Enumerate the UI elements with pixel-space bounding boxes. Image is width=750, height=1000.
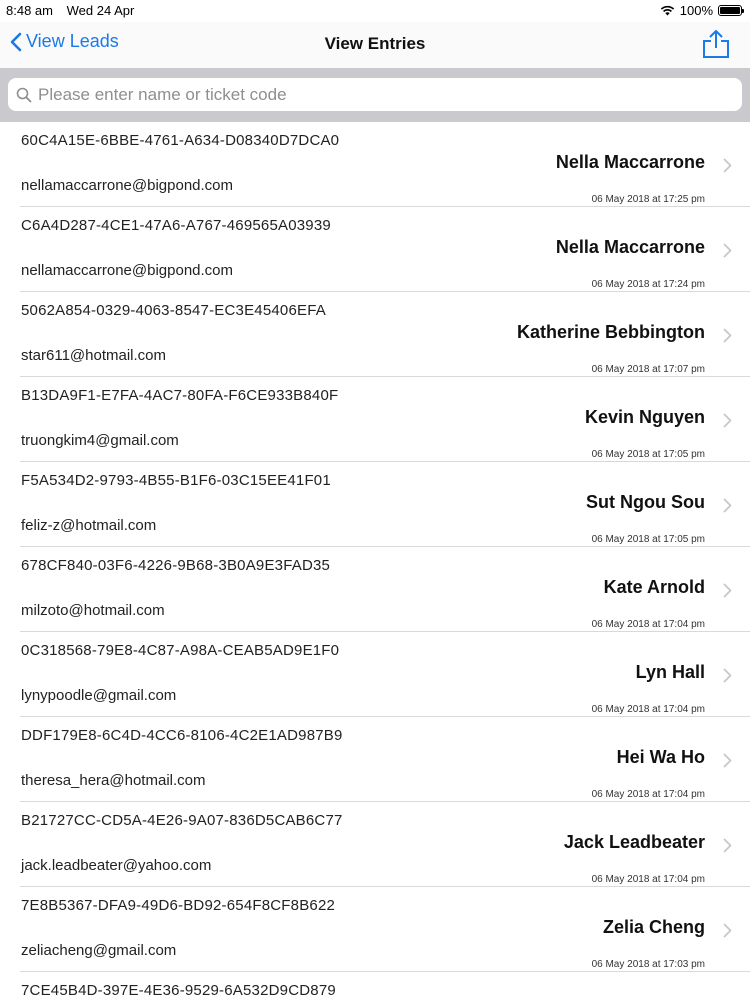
entry-row[interactable] xyxy=(0,122,750,207)
chevron-right-icon xyxy=(723,668,732,683)
entry-row[interactable] xyxy=(0,547,750,632)
chevron-right-icon xyxy=(723,923,732,938)
entry-date: 06 May 2018 at 17:03 pm xyxy=(591,959,705,970)
entry-email: lynypoodle@gmail.com xyxy=(21,687,177,704)
entry-name: Nella Maccarrone xyxy=(555,152,705,172)
chevron-right-icon xyxy=(723,838,732,853)
status-bar xyxy=(0,0,750,22)
entry-date: 06 May 2018 at 17:04 pm xyxy=(591,874,705,885)
entry-email: star611@hotmail.com xyxy=(21,347,167,364)
status-right xyxy=(660,3,742,18)
entry-row[interactable] xyxy=(0,292,750,377)
entry-name: Sut Ngou Sou xyxy=(586,492,705,512)
entry-ticket-code: C6A4D287-4CE1-47A6-A767-469565A03939 xyxy=(21,217,331,234)
entry-name: Jack Leadbeater xyxy=(563,832,705,852)
entry-ticket-code: DDF179E8-6C4D-4CC6-8106-4C2E1AD987B9 xyxy=(21,727,343,744)
entry-row[interactable] xyxy=(0,972,750,1000)
status-time: 8:48 am xyxy=(6,3,53,18)
chevron-right-icon xyxy=(723,328,732,343)
entry-row[interactable] xyxy=(0,377,750,462)
entry-email: theresa_hera@hotmail.com xyxy=(21,772,206,789)
entry-row[interactable] xyxy=(0,802,750,887)
entry-name: Nella Maccarrone xyxy=(555,237,705,257)
entry-row[interactable] xyxy=(0,462,750,547)
search-input[interactable] xyxy=(38,85,718,105)
entry-row[interactable] xyxy=(0,717,750,802)
entry-row[interactable] xyxy=(0,632,750,717)
entry-ticket-code: B13DA9F1-E7FA-4AC7-80FA-F6CE933B840F xyxy=(21,387,339,404)
entry-date: 06 May 2018 at 17:05 pm xyxy=(591,449,705,460)
chevron-right-icon xyxy=(723,243,732,258)
entry-ticket-code: B21727CC-CD5A-4E26-9A07-836D5CAB6C77 xyxy=(21,812,343,829)
entry-ticket-code: 7E8B5367-DFA9-49D6-BD92-654F8CF8B622 xyxy=(21,897,336,914)
entry-date: 06 May 2018 at 17:05 pm xyxy=(591,534,705,545)
battery-icon xyxy=(718,5,742,16)
entry-date: 06 May 2018 at 17:25 pm xyxy=(591,194,705,205)
wifi-icon xyxy=(660,5,675,16)
status-date: Wed 24 Apr xyxy=(66,3,135,18)
entry-date: 06 May 2018 at 17:24 pm xyxy=(591,279,705,290)
entry-email: zeliacheng@gmail.com xyxy=(21,942,177,959)
entry-ticket-code: F5A534D2-9793-4B55-B1F6-03C15EE41F01 xyxy=(21,472,331,489)
entry-name: Hei Wa Ho xyxy=(616,747,705,767)
entry-email: milzoto@hotmail.com xyxy=(21,602,165,619)
entry-date: 06 May 2018 at 17:04 pm xyxy=(591,704,705,715)
entry-ticket-code: 5062A854-0329-4063-8547-EC3E45406EFA xyxy=(21,302,326,319)
entry-name: Zelia Cheng xyxy=(602,917,705,937)
search-box[interactable] xyxy=(8,78,742,111)
entry-name: Kevin Nguyen xyxy=(584,407,705,427)
chevron-right-icon xyxy=(723,583,732,598)
battery-percent: 100% xyxy=(679,3,713,18)
entry-email: truongkim4@gmail.com xyxy=(21,432,179,449)
battery-fill xyxy=(720,7,740,14)
entry-ticket-code: 7CE45B4D-397E-4E36-9529-6A532D9CD879 xyxy=(21,982,336,999)
share-button[interactable] xyxy=(700,28,732,65)
entry-ticket-code: 678CF840-03F6-4226-9B68-3B0A9E3FAD35 xyxy=(21,557,331,574)
entry-email: jack.leadbeater@yahoo.com xyxy=(21,857,212,874)
chevron-right-icon xyxy=(723,158,732,173)
navigation-bar xyxy=(0,22,750,68)
entry-name: Lyn Hall xyxy=(635,662,705,682)
back-button-label: View Leads xyxy=(26,31,119,51)
search-bar xyxy=(0,68,750,122)
entry-row[interactable] xyxy=(0,207,750,292)
entry-email: nellamaccarrone@bigpond.com xyxy=(21,177,234,194)
chevron-right-icon xyxy=(723,753,732,768)
entry-row[interactable] xyxy=(0,887,750,972)
share-icon xyxy=(700,28,732,60)
entry-email: feliz-z@hotmail.com xyxy=(21,517,157,534)
entry-name: Katherine Bebbington xyxy=(517,322,705,342)
chevron-right-icon xyxy=(723,498,732,513)
entries-list xyxy=(0,122,750,1000)
entry-name: Kate Arnold xyxy=(603,577,705,597)
entry-date: 06 May 2018 at 17:07 pm xyxy=(591,364,705,375)
entry-ticket-code: 0C318568-79E8-4C87-A98A-CEAB5AD9E1F0 xyxy=(21,642,340,659)
entry-ticket-code: 60C4A15E-6BBE-4761-A634-D08340D7DCA0 xyxy=(21,132,340,149)
status-left xyxy=(6,3,134,18)
entry-email: nellamaccarrone@bigpond.com xyxy=(21,262,234,279)
entry-date: 06 May 2018 at 17:04 pm xyxy=(591,789,705,800)
page-title: View Entries xyxy=(324,34,426,53)
entry-date: 06 May 2018 at 17:04 pm xyxy=(591,619,705,630)
chevron-right-icon xyxy=(723,413,732,428)
search-icon xyxy=(16,87,32,103)
